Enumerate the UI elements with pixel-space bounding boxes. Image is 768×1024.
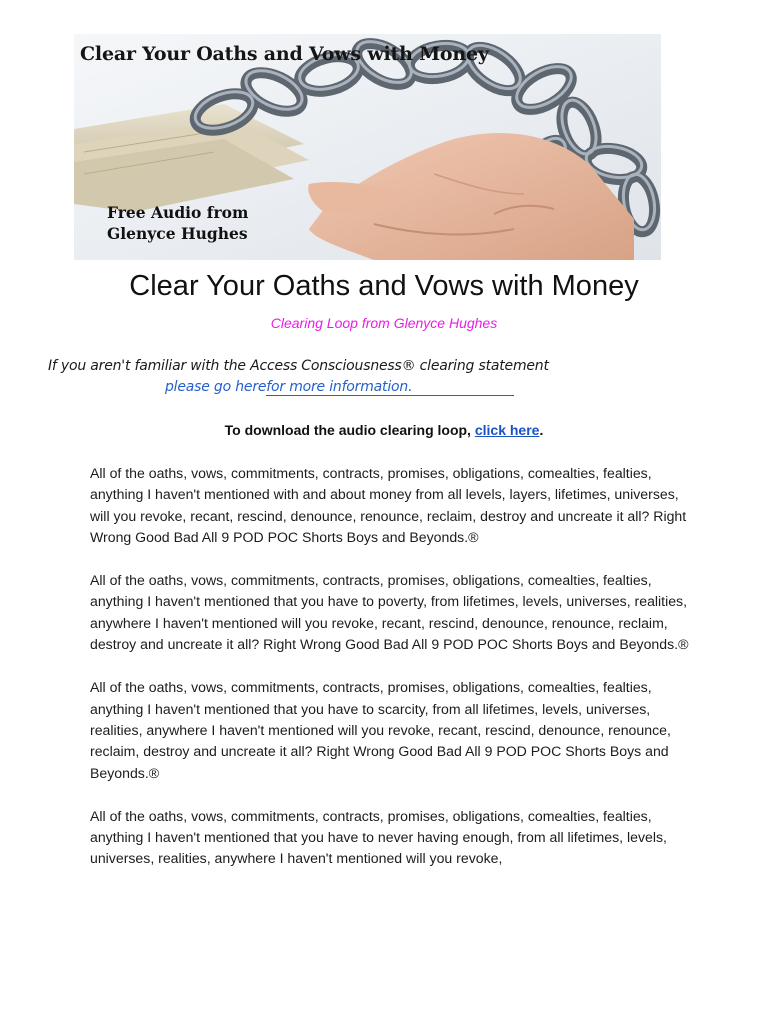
download-period: . bbox=[539, 422, 544, 438]
banner-title: Clear Your Oaths and Vows with Money bbox=[80, 43, 489, 65]
clearing-paragraph: All of the oaths, vows, commitments, contracts, promises, obligations, comealties, fealties, anything I haven't mentioned that you have to scarcity, from all lifetimes, levels, universes, realities, anywhere I haven't mentioned will you revoke, recant, rescind, denounce, renounce, reclaim, destroy and uncreate it all? Right Wrong Good Bad All 9 POD POC Shorts Boys and Beyonds.® bbox=[90, 679, 671, 781]
clearing-paragraph: All of the oaths, vows, commitments, contracts, promises, obligations, comealties, fealties, anything I haven't mentioned with and about money from all levels, layers, lifetimes, universes, will you revoke, recant, rescind, denounce, renounce, reclaim, destroy and uncreate it all? Right Wrong Good Bad All 9 POD POC Shorts Boys and Beyonds.® bbox=[90, 465, 687, 545]
banner-subtitle-line1: Free Audio from bbox=[107, 203, 249, 222]
download-text: To download the audio clearing loop, bbox=[224, 422, 475, 438]
download-click-here-link[interactable]: click here bbox=[474, 422, 540, 438]
page-subtitle: Clearing Loop from Glenyce Hughes bbox=[270, 315, 498, 331]
clearing-text-body bbox=[90, 463, 690, 892]
clearing-paragraph: All of the oaths, vows, commitments, contracts, promises, obligations, comealties, fealties, anything I haven't mentioned that you have to poverty, from lifetimes, levels, universes, realities, anywhere I haven't mentioned will you revoke, recant, rescind, denounce, renounce, reclaim, destroy and uncreate it all? Right Wrong Good Bad All 9 POD POC Shorts Boys and Beyonds.® bbox=[90, 572, 689, 653]
banner-subtitle-line2: Glenyce Hughes bbox=[107, 224, 248, 243]
banner-subtitle bbox=[107, 202, 248, 244]
banner-image bbox=[74, 34, 661, 260]
page-title: Clear Your Oaths and Vows with Money bbox=[129, 270, 639, 302]
clearing-paragraph: All of the oaths, vows, commitments, contracts, promises, obligations, comealties, fealties, anything I haven't mentioned that you have to never having enough, from all lifetimes, levels, universes, realities, anywhere I haven't mentioned will you revoke, bbox=[90, 807, 667, 867]
more-info-link[interactable] bbox=[165, 379, 514, 396]
intro-text: If you aren't familiar with the Access Consciousness® clearing statement bbox=[48, 358, 549, 374]
more-info-link-tail[interactable]: for more information. bbox=[266, 379, 514, 396]
more-info-link-lead[interactable]: please go here bbox=[165, 379, 267, 395]
download-line bbox=[0, 422, 768, 438]
